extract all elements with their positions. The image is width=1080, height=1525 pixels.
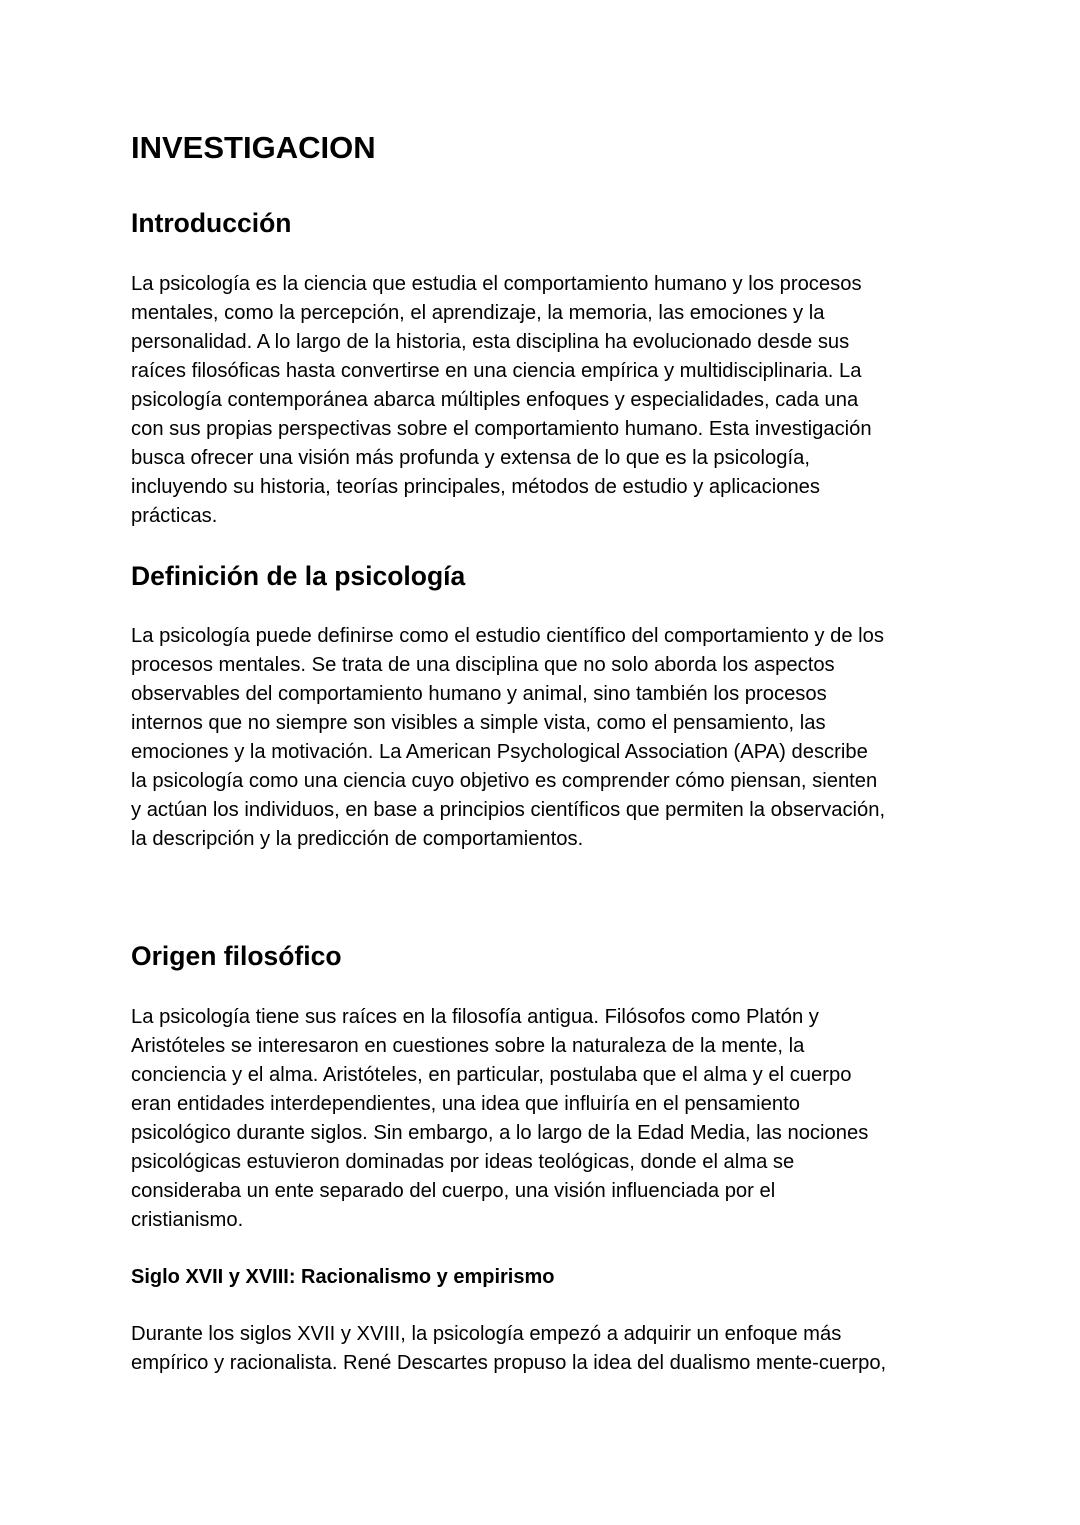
text-line: con sus propias perspectivas sobre el comportamiento humano. Esta investigación	[131, 418, 872, 440]
text-line: personalidad. A lo largo de la historia, esta disciplina ha evolucionado desde sus	[131, 331, 850, 353]
text-line: y actúan los individuos, en base a principios científicos que permiten la observación,	[131, 799, 886, 821]
document-title: INVESTIGACION	[131, 130, 376, 165]
text-line: psicología contemporánea abarca múltiples enfoques y especialidades, cada una	[131, 389, 859, 411]
subheading-siglo-xvii-xviii: Siglo XVII y XVIII: Racionalismo y empirismo	[131, 1266, 555, 1288]
text-line: mentales, como la percepción, el aprendizaje, la memoria, las emociones y la	[131, 302, 825, 324]
text-line: emociones y la motivación. La American Psychological Association (APA) describe	[131, 741, 868, 763]
text-line: observables del comportamiento humano y animal, sino también los procesos	[131, 683, 827, 705]
text-line: Durante los siglos XVII y XVIII, la psicología empezó a adquirir un enfoque más	[131, 1323, 842, 1345]
text-line: incluyendo su historia, teorías principales, métodos de estudio y aplicaciones	[131, 476, 821, 498]
text-line: empírico y racionalista. René Descartes propuso la idea del dualismo mente-cuerpo,	[131, 1352, 887, 1374]
text-line: La psicología es la ciencia que estudia el comportamiento humano y los procesos	[131, 273, 862, 295]
text-line: prácticas.	[131, 505, 218, 527]
heading-introduccion: Introducción	[131, 208, 292, 238]
text-line: la descripción y la predicción de comportamientos.	[131, 828, 584, 850]
heading-definicion: Definición de la psicología	[131, 561, 466, 591]
text-line: La psicología puede definirse como el estudio científico del comportamiento y de los	[131, 625, 884, 647]
text-line: busca ofrecer una visión más profunda y extensa de lo que es la psicología,	[131, 447, 810, 469]
text-line: consideraba un ente separado del cuerpo, una visión influenciada por el	[131, 1180, 776, 1202]
text-line: psicológicas estuvieron dominadas por ideas teológicas, donde el alma se	[131, 1151, 795, 1173]
heading-origen-filosofico: Origen filosófico	[131, 941, 342, 971]
paragraph-siglo-xvii-xviii	[131, 1320, 961, 1378]
text-line: eran entidades interdependientes, una idea que influiría en el pensamiento	[131, 1093, 800, 1115]
paragraph-definicion	[131, 622, 961, 854]
paragraph-introduccion	[131, 270, 961, 531]
text-line: raíces filosóficas hasta convertirse en una ciencia empírica y multidisciplinaria. La	[131, 360, 862, 382]
text-line: procesos mentales. Se trata de una disciplina que no solo aborda los aspectos	[131, 654, 835, 676]
text-line: psicológico durante siglos. Sin embargo, a lo largo de la Edad Media, las nociones	[131, 1122, 869, 1144]
paragraph-origen-filosofico	[131, 1003, 961, 1235]
text-line: la psicología como una ciencia cuyo objetivo es comprender cómo piensan, sienten	[131, 770, 878, 792]
text-line: La psicología tiene sus raíces en la filosofía antigua. Filósofos como Platón y	[131, 1006, 819, 1028]
text-line: Aristóteles se interesaron en cuestiones sobre la naturaleza de la mente, la	[131, 1035, 805, 1057]
text-line: internos que no siempre son visibles a simple vista, como el pensamiento, las	[131, 712, 826, 734]
text-line: conciencia y el alma. Aristóteles, en particular, postulaba que el alma y el cuerpo	[131, 1064, 852, 1086]
text-line: cristianismo.	[131, 1209, 244, 1231]
